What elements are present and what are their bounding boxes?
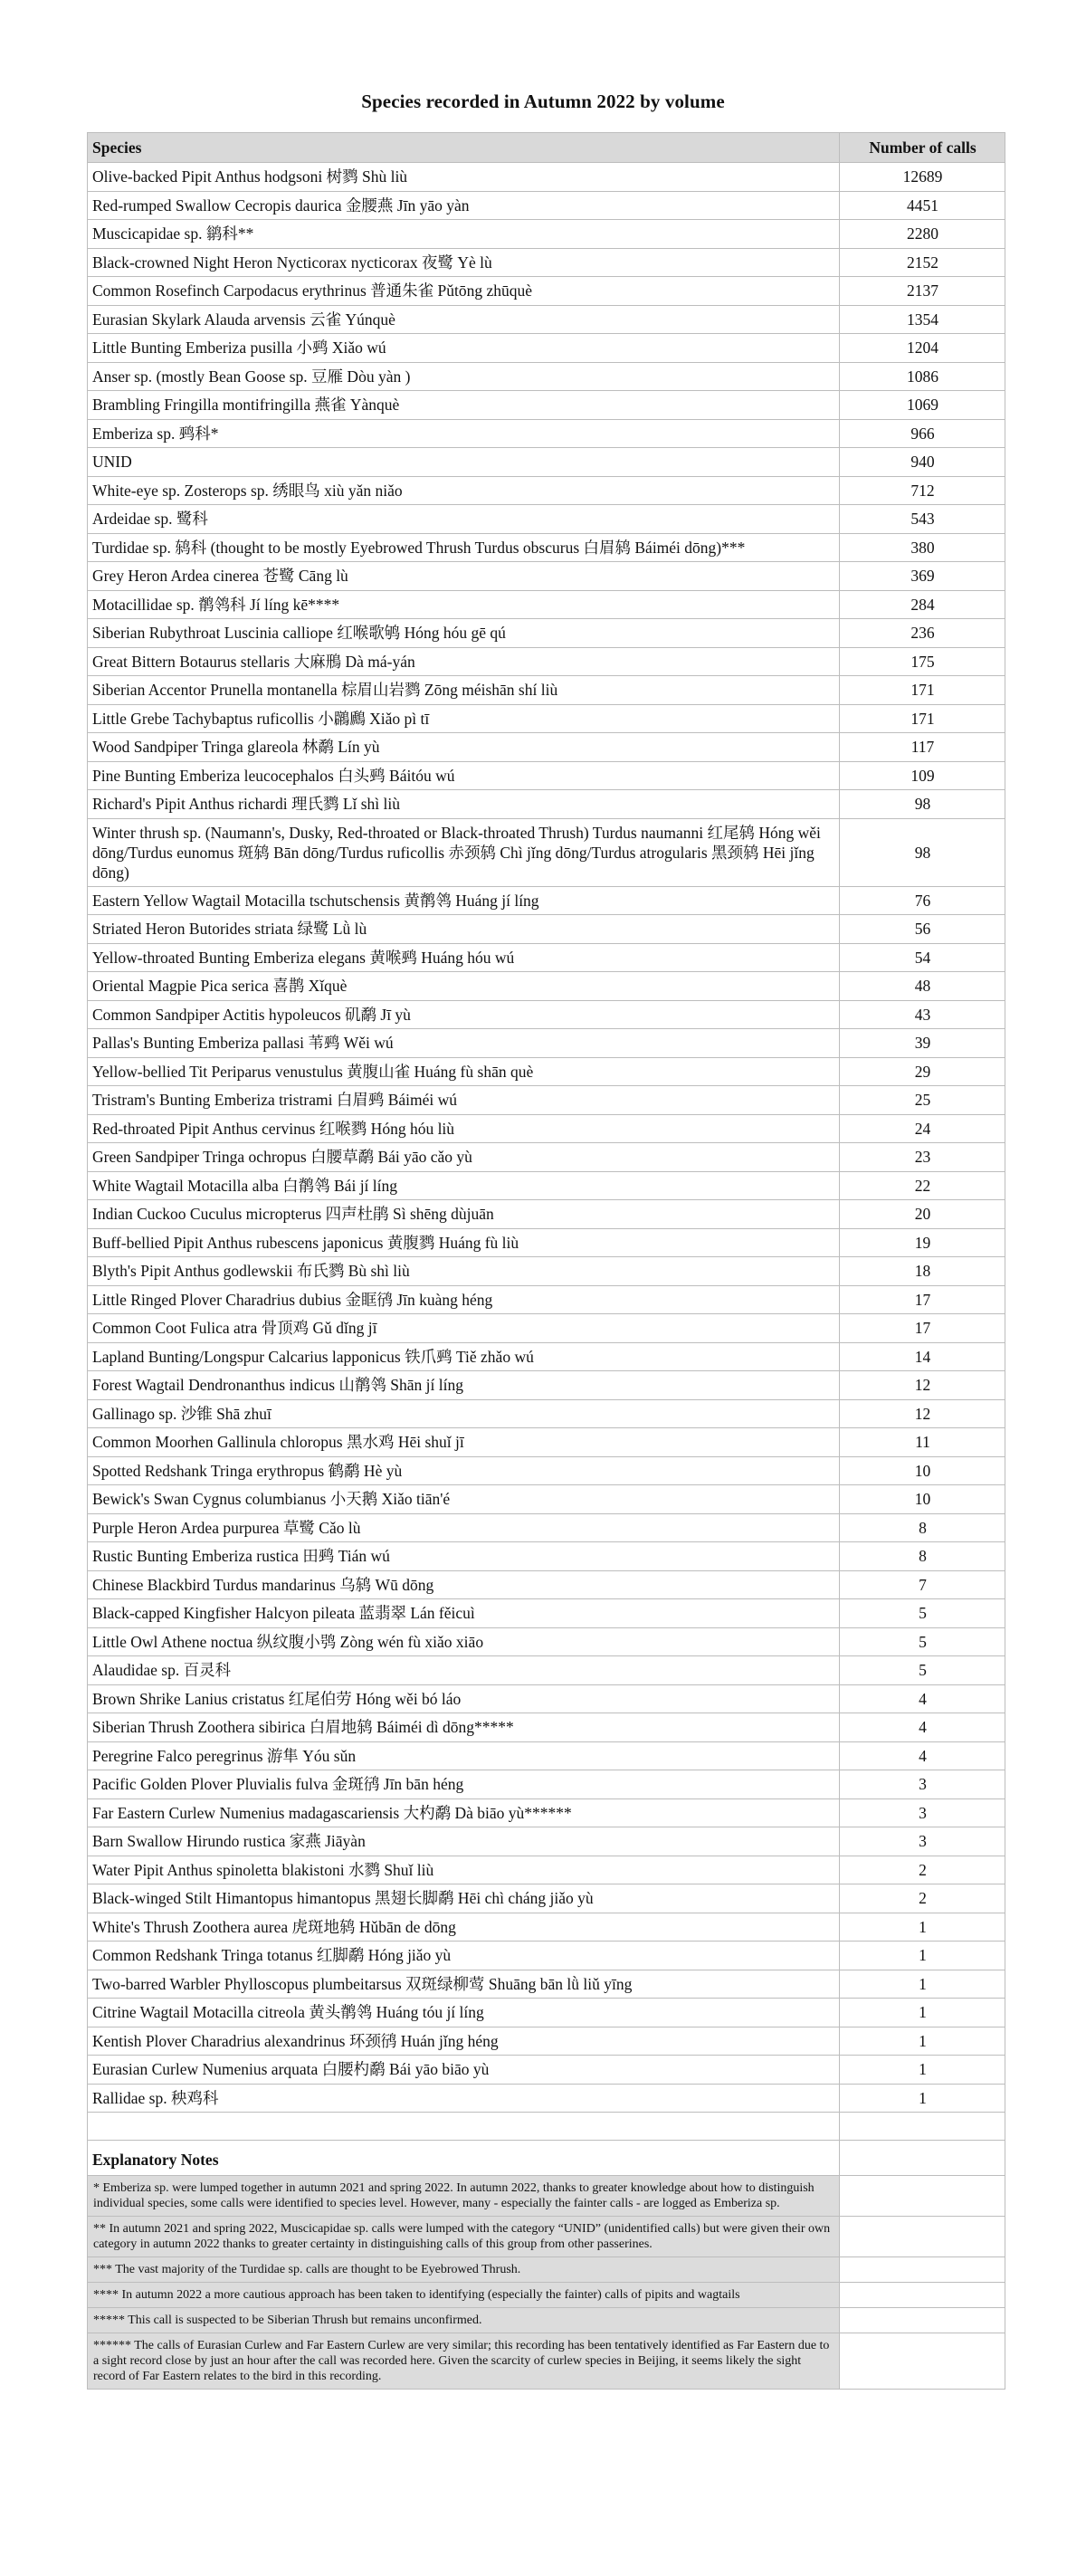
call-count: 5	[840, 1656, 1005, 1685]
table-row	[88, 1741, 1005, 1770]
table-row	[88, 1399, 1005, 1428]
call-count: 17	[840, 1285, 1005, 1314]
species-name: Common Moorhen Gallinula chloropus 黑水鸡 Hēi shuǐ jī	[88, 1428, 840, 1457]
species-name: Striated Heron Butorides striata 绿鹭 Lǜ lù	[88, 915, 840, 944]
call-count: 18	[840, 1257, 1005, 1286]
species-name: Great Bittern Botaurus stellaris 大麻鳽 Dà má-yán	[88, 647, 840, 676]
call-count: 10	[840, 1485, 1005, 1514]
table-row	[88, 1057, 1005, 1086]
table-row	[88, 1999, 1005, 2027]
call-count: 54	[840, 943, 1005, 972]
call-count: 1069	[840, 391, 1005, 420]
call-count: 12	[840, 1399, 1005, 1428]
call-count: 7	[840, 1570, 1005, 1599]
table-row	[88, 1942, 1005, 1970]
call-count: 543	[840, 505, 1005, 534]
species-name: Rustic Bunting Emberiza rustica 田鹀 Tián wú	[88, 1542, 840, 1571]
species-rows	[88, 163, 1005, 2113]
species-name: Chinese Blackbird Turdus mandarinus 乌鸫 Wū dōng	[88, 1570, 840, 1599]
table-header-row	[88, 133, 1005, 163]
note-row	[88, 2333, 1005, 2390]
notes-heading-row	[88, 2141, 1005, 2176]
explanatory-notes	[88, 2113, 1005, 2390]
table-row	[88, 943, 1005, 972]
table-row	[88, 533, 1005, 562]
species-name: Brambling Fringilla montifringilla 燕雀 Yànquè	[88, 391, 840, 420]
table-row	[88, 334, 1005, 363]
call-count: 17	[840, 1314, 1005, 1343]
species-name: Siberian Rubythroat Luscinia calliope 红喉歌鸲 Hóng hóu gē qú	[88, 619, 840, 648]
call-count: 966	[840, 419, 1005, 448]
call-count: 3	[840, 1827, 1005, 1856]
species-name: Common Sandpiper Actitis hypoleucos 矶鹬 Jī yù	[88, 1000, 840, 1029]
species-column-header: Species	[88, 133, 840, 163]
species-name: Common Coot Fulica atra 骨顶鸡 Gǔ dǐng jī	[88, 1314, 840, 1343]
call-count: 2280	[840, 220, 1005, 249]
species-name: Spotted Redshank Tringa erythropus 鹤鹬 Hè yù	[88, 1456, 840, 1485]
table-row	[88, 761, 1005, 790]
species-name: Yellow-bellied Tit Periparus venustulus 黄腹山雀 Huáng fù shān què	[88, 1057, 840, 1086]
table-row	[88, 1314, 1005, 1343]
call-count: 117	[840, 733, 1005, 762]
call-count: 4	[840, 1713, 1005, 1742]
call-count: 1	[840, 1999, 1005, 2027]
table-row	[88, 915, 1005, 944]
species-name: Bewick's Swan Cygnus columbianus 小天鹅 Xiǎo tiān'é	[88, 1485, 840, 1514]
note-row	[88, 2257, 1005, 2283]
table-row	[88, 1285, 1005, 1314]
table-row	[88, 1827, 1005, 1856]
species-name: Red-rumped Swallow Cecropis daurica 金腰燕 Jīn yāo yàn	[88, 191, 840, 220]
species-name: Red-throated Pipit Anthus cervinus 红喉鹨 Hóng hóu liù	[88, 1114, 840, 1143]
table-row	[88, 476, 1005, 505]
page-title: Species recorded in Autumn 2022 by volume	[361, 91, 725, 112]
table-row	[88, 647, 1005, 676]
table-row	[88, 1913, 1005, 1942]
table-row	[88, 1456, 1005, 1485]
species-name: Pine Bunting Emberiza leucocephalos 白头鹀 Báitóu wú	[88, 761, 840, 790]
call-count: 12689	[840, 163, 1005, 192]
call-count: 5	[840, 1627, 1005, 1656]
call-count: 712	[840, 476, 1005, 505]
table-row	[88, 1114, 1005, 1143]
call-count: 3	[840, 1770, 1005, 1799]
species-name: Eurasian Skylark Alauda arvensis 云雀 Yúnquè	[88, 305, 840, 334]
note-row	[88, 2176, 1005, 2217]
species-name: Little Grebe Tachybaptus ruficollis 小鸊鷉 Xiǎo pì tī	[88, 704, 840, 733]
table-row	[88, 676, 1005, 705]
species-name: Indian Cuckoo Cuculus micropterus 四声杜鹃 Sì shēng dùjuān	[88, 1200, 840, 1229]
species-name: Wood Sandpiper Tringa glareola 林鹬 Lín yù	[88, 733, 840, 762]
table-row	[88, 305, 1005, 334]
species-name: Brown Shrike Lanius cristatus 红尾伯劳 Hóng wěi bó láo	[88, 1684, 840, 1713]
species-name: Common Redshank Tringa totanus 红脚鹬 Hóng jiǎo yù	[88, 1942, 840, 1970]
species-name: Black-winged Stilt Himantopus himantopus 黑翅长脚鹬 Hēi chì cháng jiǎo yù	[88, 1884, 840, 1913]
species-name: Common Rosefinch Carpodacus erythrinus 普通朱雀 Pǔtōng zhūquè	[88, 277, 840, 306]
table-row	[88, 248, 1005, 277]
table-row	[88, 619, 1005, 648]
species-name: Rallidae sp. 秧鸡科	[88, 2084, 840, 2113]
species-name: Little Owl Athene noctua 纵纹腹小鸮 Zòng wén fù xiǎo xiāo	[88, 1627, 840, 1656]
species-name: Oriental Magpie Pica serica 喜鹊 Xǐquè	[88, 972, 840, 1001]
species-name: Lapland Bunting/Longspur Calcarius lapponicus 铁爪鹀 Tiě zhǎo wú	[88, 1342, 840, 1371]
note-row	[88, 2308, 1005, 2333]
call-count: 23	[840, 1143, 1005, 1172]
species-name: Pacific Golden Plover Pluvialis fulva 金斑鸻 Jīn bān héng	[88, 1770, 840, 1799]
table-row	[88, 191, 1005, 220]
species-name: Anser sp. (mostly Bean Goose sp. 豆雁 Dòu yàn )	[88, 362, 840, 391]
table-row	[88, 1228, 1005, 1257]
table-row	[88, 1542, 1005, 1571]
call-count: 1	[840, 1942, 1005, 1970]
table-row	[88, 1342, 1005, 1371]
table-row	[88, 1970, 1005, 1999]
table-row	[88, 277, 1005, 306]
species-name: Green Sandpiper Tringa ochropus 白腰草鹬 Bái yāo cǎo yù	[88, 1143, 840, 1172]
table-row	[88, 590, 1005, 619]
species-name: Olive-backed Pipit Anthus hodgsoni 树鹨 Shù liù	[88, 163, 840, 192]
table-row	[88, 790, 1005, 819]
species-name: Ardeidae sp. 鹭科	[88, 505, 840, 534]
note-text: ***** This call is suspected to be Siberian Thrush but remains unconfirmed.	[88, 2308, 840, 2333]
call-count: 43	[840, 1000, 1005, 1029]
call-count: 39	[840, 1029, 1005, 1058]
spacer-row	[88, 2113, 1005, 2141]
table-row	[88, 362, 1005, 391]
table-row	[88, 220, 1005, 249]
species-name: Siberian Thrush Zoothera sibirica 白眉地鸫 Báiméi dì dōng*****	[88, 1713, 840, 1742]
species-name: Little Bunting Emberiza pusilla 小鹀 Xiǎo wú	[88, 334, 840, 363]
note-text: ****** The calls of Eurasian Curlew and Far Eastern Curlew are very similar; this recording has been tentatively identified as Far Eastern due to a sight record close by just an hour after the call was recorded here. Given the scarcity of curlew species in Beijing, it seems likely the sight record of Far Eastern relates to the bird in this recording.	[88, 2333, 840, 2390]
table-row	[88, 1257, 1005, 1286]
species-name: Purple Heron Ardea purpurea 草鹭 Cǎo lù	[88, 1513, 840, 1542]
call-count: 1	[840, 2084, 1005, 2113]
call-count: 56	[840, 915, 1005, 944]
call-count: 24	[840, 1114, 1005, 1143]
call-count: 380	[840, 533, 1005, 562]
species-name: White Wagtail Motacilla alba 白鹡鸰 Bái jí líng	[88, 1171, 840, 1200]
species-name: Eurasian Curlew Numenius arquata 白腰杓鹬 Bái yāo biāo yù	[88, 2056, 840, 2085]
call-count: 284	[840, 590, 1005, 619]
call-count: 98	[840, 790, 1005, 819]
species-name: Forest Wagtail Dendronanthus indicus 山鹡鸰 Shān jí líng	[88, 1371, 840, 1400]
table-row	[88, 1770, 1005, 1799]
species-name: White's Thrush Zoothera aurea 虎斑地鸫 Hǔbān de dōng	[88, 1913, 840, 1942]
table-row	[88, 1000, 1005, 1029]
table-row	[88, 1171, 1005, 1200]
table-row	[88, 1656, 1005, 1685]
table-row	[88, 448, 1005, 477]
call-count: 2	[840, 1884, 1005, 1913]
call-count: 5	[840, 1599, 1005, 1628]
species-name: Richard's Pipit Anthus richardi 理氏鹨 Lǐ shì liù	[88, 790, 840, 819]
table-row	[88, 2084, 1005, 2113]
table-row	[88, 1856, 1005, 1884]
table-row	[88, 1884, 1005, 1913]
call-count: 940	[840, 448, 1005, 477]
call-count: 22	[840, 1171, 1005, 1200]
species-name: Citrine Wagtail Motacilla citreola 黄头鹡鸰 Huáng tóu jí líng	[88, 1999, 840, 2027]
call-count: 1	[840, 1913, 1005, 1942]
call-count: 1	[840, 2056, 1005, 2085]
call-count: 48	[840, 972, 1005, 1001]
call-count: 76	[840, 886, 1005, 915]
call-count: 8	[840, 1513, 1005, 1542]
call-count: 109	[840, 761, 1005, 790]
table-row	[88, 1684, 1005, 1713]
species-name: Gallinago sp. 沙锥 Shā zhuī	[88, 1399, 840, 1428]
call-count: 175	[840, 647, 1005, 676]
table-row	[88, 733, 1005, 762]
table-row	[88, 1371, 1005, 1400]
table-row	[88, 818, 1005, 886]
call-count: 369	[840, 562, 1005, 591]
call-count: 8	[840, 1542, 1005, 1571]
species-name: Emberiza sp. 鹀科*	[88, 419, 840, 448]
note-text: * Emberiza sp. were lumped together in autumn 2021 and spring 2022. In autumn 2022, thanks to greater knowledge about how to distinguish individual species, some calls were identified to species level. However, many - especially the fainter calls - are logged as Emberiza sp.	[88, 2176, 840, 2217]
species-name: Pallas's Bunting Emberiza pallasi 苇鹀 Wěi wú	[88, 1029, 840, 1058]
table-row	[88, 704, 1005, 733]
call-count: 4451	[840, 191, 1005, 220]
table-row	[88, 1143, 1005, 1172]
table-row	[88, 972, 1005, 1001]
table-row	[88, 2056, 1005, 2085]
call-count: 1204	[840, 334, 1005, 363]
note-text: ** In autumn 2021 and spring 2022, Muscicapidae sp. calls were lumped with the category “UNID” (unidentified calls) but were given their own category in autumn 2022 thanks to greater certainty in distinguishing calls of this group from other passerines.	[88, 2217, 840, 2257]
table-row	[88, 1485, 1005, 1514]
species-name: Eastern Yellow Wagtail Motacilla tschutschensis 黄鹡鸰 Huáng jí líng	[88, 886, 840, 915]
note-row	[88, 2283, 1005, 2308]
species-name: Black-capped Kingfisher Halcyon pileata 蓝翡翠 Lán fěicuì	[88, 1599, 840, 1628]
call-count: 12	[840, 1371, 1005, 1400]
species-name: Grey Heron Ardea cinerea 苍鹭 Cāng lù	[88, 562, 840, 591]
call-count: 98	[840, 818, 1005, 886]
call-count: 1086	[840, 362, 1005, 391]
call-count: 10	[840, 1456, 1005, 1485]
call-count: 171	[840, 704, 1005, 733]
species-name: White-eye sp. Zosterops sp. 绣眼鸟 xiù yǎn niǎo	[88, 476, 840, 505]
table-row	[88, 1200, 1005, 1229]
call-count: 20	[840, 1200, 1005, 1229]
table-row	[88, 1086, 1005, 1115]
table-row	[88, 1599, 1005, 1628]
call-count: 4	[840, 1684, 1005, 1713]
species-name: Peregrine Falco peregrinus 游隼 Yóu sǔn	[88, 1741, 840, 1770]
table-row	[88, 391, 1005, 420]
species-name: Yellow-throated Bunting Emberiza elegans 黄喉鹀 Huáng hóu wú	[88, 943, 840, 972]
table-row	[88, 1513, 1005, 1542]
species-name: Little Ringed Plover Charadrius dubius 金眶鸻 Jīn kuàng héng	[88, 1285, 840, 1314]
table-row	[88, 886, 1005, 915]
call-count: 1354	[840, 305, 1005, 334]
table-row	[88, 1713, 1005, 1742]
note-text: *** The vast majority of the Turdidae sp. calls are thought to be Eyebrowed Thrush.	[88, 2257, 840, 2283]
call-count: 3	[840, 1798, 1005, 1827]
table-row	[88, 1029, 1005, 1058]
species-name: Two-barred Warbler Phylloscopus plumbeitarsus 双斑绿柳莺 Shuāng bān lǜ liǔ yīng	[88, 1970, 840, 1999]
call-count: 29	[840, 1057, 1005, 1086]
call-count: 236	[840, 619, 1005, 648]
species-name: Black-crowned Night Heron Nycticorax nycticorax 夜鹭 Yè lù	[88, 248, 840, 277]
table-row	[88, 1428, 1005, 1457]
call-count: 2	[840, 1856, 1005, 1884]
calls-column-header: Number of calls	[840, 133, 1005, 163]
table-row	[88, 419, 1005, 448]
species-name: UNID	[88, 448, 840, 477]
table-row	[88, 1570, 1005, 1599]
call-count: 171	[840, 676, 1005, 705]
call-count: 1	[840, 2027, 1005, 2056]
species-name: Siberian Accentor Prunella montanella 棕眉山岩鹨 Zōng méishān shí liù	[88, 676, 840, 705]
species-name: Motacillidae sp. 鹡鸰科 Jí líng kē****	[88, 590, 840, 619]
species-name: Blyth's Pipit Anthus godlewskii 布氏鹨 Bù shì liù	[88, 1257, 840, 1286]
species-name: Far Eastern Curlew Numenius madagascariensis 大杓鹬 Dà biāo yù******	[88, 1798, 840, 1827]
call-count: 4	[840, 1741, 1005, 1770]
species-name: Water Pipit Anthus spinoletta blakistoni 水鹨 Shuǐ liù	[88, 1856, 840, 1884]
call-count: 14	[840, 1342, 1005, 1371]
species-name: Tristram's Bunting Emberiza tristrami 白眉鹀 Báiméi wú	[88, 1086, 840, 1115]
call-count: 11	[840, 1428, 1005, 1457]
species-name: Muscicapidae sp. 鹟科**	[88, 220, 840, 249]
species-name: Winter thrush sp. (Naumann's, Dusky, Red-throated or Black-throated Thrush) Turdus naumanni 红尾鸫 Hóng wěi dōng/Turdus eunomus 斑鸫 Bān dōng/Turdus ruficollis 赤颈鸫 Chì jǐng dōng/Turdus atrogularis 黑颈鸫 Hēi jǐng dōng)	[88, 818, 840, 886]
species-table	[87, 132, 1005, 2390]
note-text: **** In autumn 2022 a more cautious approach has been taken to identifying (especially the fainter) calls of pipits and wagtails	[88, 2283, 840, 2308]
table-row	[88, 163, 1005, 192]
call-count: 1	[840, 1970, 1005, 1999]
table-row	[88, 562, 1005, 591]
species-name: Turdidae sp. 鸫科 (thought to be mostly Eyebrowed Thrush Turdus obscurus 白眉鸫 Báiméi dōng)***	[88, 533, 840, 562]
species-name: Kentish Plover Charadrius alexandrinus 环颈鸻 Huán jǐng héng	[88, 2027, 840, 2056]
species-name: Buff-bellied Pipit Anthus rubescens japonicus 黄腹鹨 Huáng fù liù	[88, 1228, 840, 1257]
species-name: Barn Swallow Hirundo rustica 家燕 Jiāyàn	[88, 1827, 840, 1856]
table-row	[88, 505, 1005, 534]
note-row	[88, 2217, 1005, 2257]
call-count: 2152	[840, 248, 1005, 277]
table-row	[88, 1798, 1005, 1827]
call-count: 19	[840, 1228, 1005, 1257]
notes-heading: Explanatory Notes	[88, 2141, 840, 2176]
species-name: Alaudidae sp. 百灵科	[88, 1656, 840, 1685]
table-row	[88, 1627, 1005, 1656]
call-count: 2137	[840, 277, 1005, 306]
table-row	[88, 2027, 1005, 2056]
call-count: 25	[840, 1086, 1005, 1115]
